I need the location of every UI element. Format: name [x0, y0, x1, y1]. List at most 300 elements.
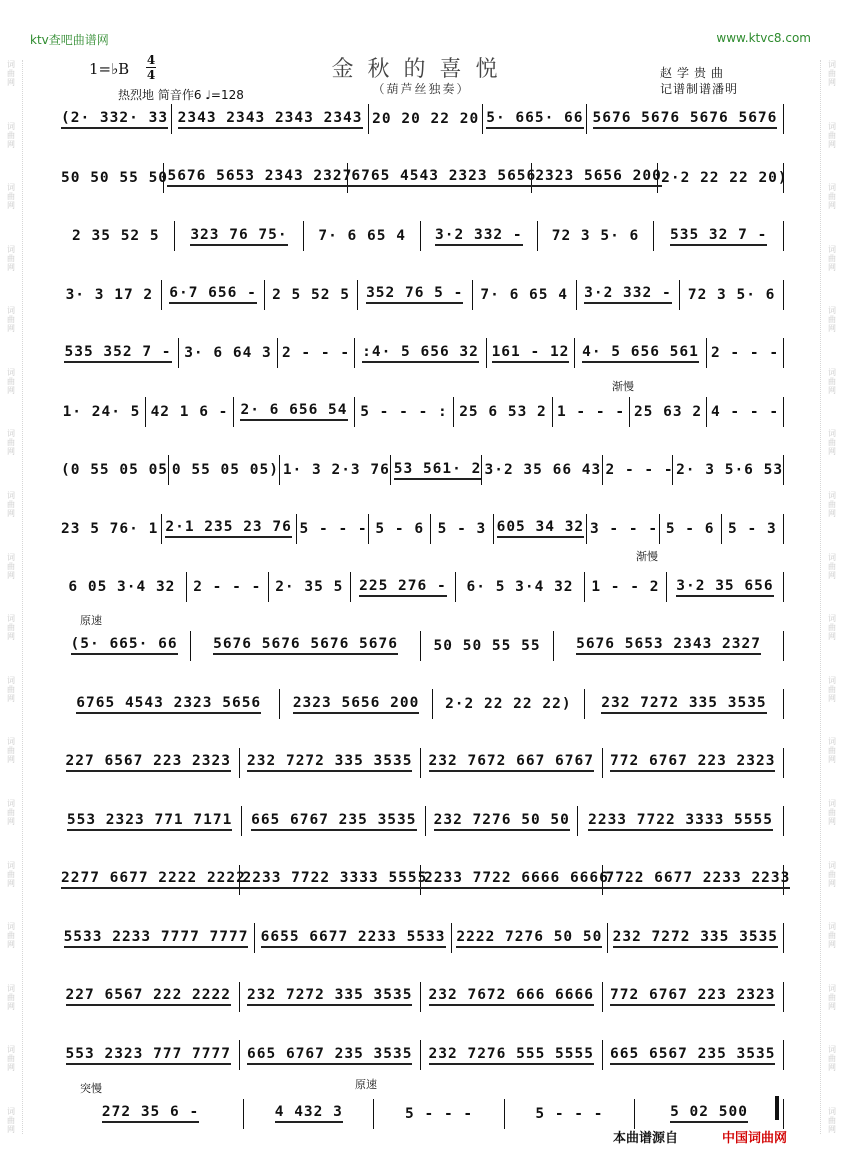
watermark-char: 曲: [7, 253, 15, 263]
watermark-char: 词: [828, 183, 836, 193]
watermark-char: 曲: [828, 315, 836, 325]
measure: [532, 163, 662, 193]
measure-notes: 72 3 5· 6: [687, 286, 776, 303]
score-line: [58, 514, 784, 545]
watermark-group: [7, 614, 15, 641]
measure-notes: 5 - - -: [405, 1105, 474, 1122]
measure: [58, 631, 191, 661]
measure: [58, 280, 162, 310]
measure-notes: 23 5 76· 1: [61, 520, 159, 537]
watermark-char: 网: [7, 693, 15, 703]
watermark-char: 词: [7, 675, 15, 685]
measure: [654, 221, 784, 251]
watermark-char: 网: [828, 324, 836, 334]
watermark-group: [7, 737, 15, 764]
measure-notes: 2·2 22 22 22): [445, 696, 572, 712]
watermark-char: 词: [7, 798, 15, 808]
measure: [240, 982, 422, 1012]
measure-notes: 232 7272 335 3535: [247, 753, 412, 772]
measure-notes: 3·2 332 -: [584, 285, 672, 304]
measure-notes: 1 - - -: [556, 403, 626, 420]
measure-notes: 5 - 3: [728, 520, 777, 537]
measure: [680, 280, 784, 310]
measure-notes: 2 - - -: [193, 579, 262, 595]
watermark-char: 网: [828, 940, 836, 950]
measure: [487, 338, 575, 368]
measure-notes: 25 63 2: [633, 403, 703, 420]
measure-notes: 227 6567 223 2323: [66, 753, 231, 772]
watermark-char: 曲: [828, 1054, 836, 1064]
measure-notes: 665 6567 235 3535: [610, 1046, 775, 1065]
measure: [191, 631, 421, 661]
measure-notes: 5 - - -: [535, 1105, 604, 1122]
watermark-char: 曲: [7, 931, 15, 941]
watermark-char: 曲: [7, 807, 15, 817]
watermark-char: 曲: [828, 561, 836, 571]
watermark-char: 网: [828, 262, 836, 272]
watermark-char: 词: [7, 614, 15, 624]
measure: [58, 1099, 244, 1129]
watermark-char: 曲: [828, 992, 836, 1002]
measure-notes: 2 - - -: [281, 345, 351, 361]
measure: [578, 806, 784, 836]
watermark-char: 词: [7, 367, 15, 377]
measure-notes: 1· 24· 5: [62, 403, 141, 420]
measure: [421, 1040, 603, 1070]
score-line: [58, 163, 788, 194]
measure-notes: 772 6767 223 2323: [610, 987, 775, 1006]
measure-notes: :4· 5 656 32: [362, 344, 479, 363]
watermark-char: 网: [828, 632, 836, 642]
measure: [244, 1099, 374, 1129]
measure: [452, 923, 608, 953]
measure-notes: 227 6567 222 2222: [66, 987, 231, 1006]
measure: [603, 1040, 785, 1070]
watermark-group: [828, 183, 836, 210]
watermark-char: 网: [828, 1001, 836, 1011]
key-signature: 1=♭B: [89, 60, 130, 78]
watermark-char: 曲: [7, 130, 15, 140]
measure-notes: 2343 2343 2343 2343: [178, 110, 363, 129]
watermark-char: 网: [828, 755, 836, 765]
measure: [603, 748, 785, 778]
watermark-group: [7, 245, 15, 272]
measure-notes: 2233 7722 3333 5555: [588, 812, 773, 831]
measure-notes: 5676 5653 2343 2327: [576, 636, 761, 655]
measure-notes: 4· 5 656 561: [582, 344, 699, 363]
score-line: [58, 748, 784, 779]
watermark-char: 曲: [7, 1054, 15, 1064]
score-line: [58, 397, 784, 428]
measure: [630, 397, 707, 427]
watermark-group: [828, 553, 836, 580]
measure-notes: 232 7276 555 5555: [429, 1046, 594, 1065]
measure: [58, 923, 255, 953]
measure-notes: 2·1 235 23 76: [165, 519, 292, 538]
measure-notes: 53 561· 2: [394, 461, 482, 480]
watermark-group: [7, 306, 15, 333]
watermark-char: 网: [828, 509, 836, 519]
measure-notes: 232 7672 667 6767: [429, 753, 594, 772]
measure: [58, 455, 169, 485]
watermark-char: 网: [7, 755, 15, 765]
watermark-group: [7, 429, 15, 456]
watermark-char: 曲: [828, 684, 836, 694]
measure: [297, 514, 370, 544]
watermark-group: [828, 245, 836, 272]
watermark-char: 曲: [828, 130, 836, 140]
watermark-char: 曲: [7, 561, 15, 571]
watermark-char: 词: [828, 491, 836, 501]
measure: [369, 514, 431, 544]
measure: [707, 338, 784, 368]
watermark-group: [828, 861, 836, 888]
watermark-char: 曲: [7, 376, 15, 386]
tempo-marking: 热烈地 简音作6 ♩=128: [118, 88, 244, 102]
site-name-left: ktv查吧曲谱网: [30, 33, 109, 47]
tempo-mark-slow: 渐慢: [636, 550, 658, 563]
watermark-char: 词: [7, 1045, 15, 1055]
watermark-group: [828, 1045, 836, 1072]
watermark-group: [828, 429, 836, 456]
measure: [240, 865, 428, 895]
watermark-char: 词: [828, 367, 836, 377]
measure-notes: 4 - - -: [710, 403, 780, 420]
measure: [240, 748, 422, 778]
watermark-char: 词: [7, 183, 15, 193]
watermark-char: 曲: [828, 253, 836, 263]
score-line: [58, 982, 784, 1013]
measure-notes: 225 276 -: [359, 578, 447, 597]
measure: [58, 163, 169, 193]
measure-notes: 2233 7722 3333 5555: [243, 870, 428, 889]
measure: [456, 572, 585, 602]
measure-notes: 272 35 6 -: [102, 1104, 199, 1123]
measure-notes: 1· 3 2·3 76: [282, 462, 390, 478]
measure-notes: 50 50 55 50: [61, 169, 169, 186]
measure-notes: 72 3 5· 6: [551, 228, 640, 244]
watermark-char: 网: [7, 816, 15, 826]
measure: [58, 514, 162, 544]
measure: [603, 865, 791, 895]
measure: [58, 806, 242, 836]
watermark-char: 曲: [828, 69, 836, 78]
measure: [707, 397, 784, 427]
measure: [234, 397, 355, 427]
watermark-char: 曲: [828, 746, 836, 756]
measure: [265, 280, 357, 310]
measure-notes: 232 7272 335 3535: [613, 929, 778, 948]
measure-notes: 3 - - -: [589, 520, 659, 537]
score-subtitle: （葫芦丝独奏）: [372, 82, 471, 96]
watermark-char: 词: [828, 552, 836, 562]
measure: [58, 338, 179, 368]
measure-notes: (0 55 05 05: [61, 462, 169, 478]
watermark-char: 词: [7, 244, 15, 254]
watermark-char: 词: [7, 1106, 15, 1116]
measure: [635, 1099, 784, 1129]
tempo-mark-sudden-slow: 突慢: [80, 1082, 102, 1095]
measure: [58, 397, 146, 427]
watermark-char: 曲: [7, 69, 15, 78]
watermark-char: 词: [7, 737, 15, 747]
watermark-char: 网: [7, 1063, 15, 1073]
watermark-char: 网: [7, 570, 15, 580]
watermark-char: 曲: [7, 438, 15, 448]
measure-notes: 6765 4543 2323 5656: [351, 168, 536, 187]
watermark-char: 词: [7, 552, 15, 562]
watermark-char: 曲: [828, 192, 836, 202]
measure: [585, 572, 667, 602]
watermark-char: 网: [7, 878, 15, 888]
measure: [494, 514, 587, 544]
watermark-char: 曲: [7, 623, 15, 633]
watermark-char: 词: [828, 614, 836, 624]
watermark-char: 词: [828, 737, 836, 747]
watermark-char: 网: [7, 940, 15, 950]
measure-notes: 6765 4543 2323 5656: [76, 695, 261, 714]
measure: [505, 1099, 635, 1129]
watermark-char: 网: [7, 262, 15, 272]
measure-notes: 2 - - -: [605, 462, 674, 478]
watermark-char: 网: [828, 1063, 836, 1073]
watermark-group: [828, 1107, 836, 1134]
measure-notes: 25 6 53 2: [459, 403, 547, 420]
measure: [553, 397, 630, 427]
measure-notes: 5676 5676 5676 5676: [593, 110, 778, 129]
watermark-char: 曲: [828, 869, 836, 879]
measure: [667, 572, 784, 602]
measure-notes: 2 35 52 5: [72, 228, 160, 244]
measure-notes: 2· 35 5: [275, 579, 344, 595]
score-line: [58, 631, 784, 662]
watermark-char: 网: [828, 878, 836, 888]
notator-credit: 记谱制谱潘明: [660, 82, 739, 96]
measure: [603, 982, 785, 1012]
watermark-char: 曲: [828, 500, 836, 510]
watermark-char: 网: [7, 632, 15, 642]
measure: [433, 689, 585, 719]
measure: [58, 865, 246, 895]
measure-notes: 5 - - -: [299, 520, 368, 537]
watermark-left: [4, 60, 23, 1134]
measure-notes: 232 7276 50 50: [434, 812, 570, 831]
watermark-char: 网: [7, 1124, 15, 1134]
meter-top: 4: [146, 53, 156, 67]
measure: [348, 163, 537, 193]
watermark-group: [7, 861, 15, 888]
measure-notes: 3·2 332 -: [435, 227, 523, 246]
score-line: [58, 1040, 784, 1071]
measure-notes: 6·7 656 -: [169, 285, 257, 304]
watermark-char: 网: [828, 693, 836, 703]
meter-bottom: 4: [146, 68, 156, 82]
site-url-right: www.ktvc8.com: [716, 31, 811, 45]
measure: [162, 280, 266, 310]
measure-notes: 5676 5653 2343 2327: [167, 168, 352, 187]
measure: [240, 1040, 422, 1070]
measure-notes: 2 5 52 5: [272, 286, 350, 303]
tempo-mark-slow: 渐慢: [612, 380, 634, 393]
watermark-group: [7, 491, 15, 518]
watermark-char: 网: [828, 78, 836, 87]
measure-notes: 6655 6677 2233 5533: [261, 929, 446, 948]
measure-notes: 2323 5656 200: [293, 695, 420, 714]
watermark-char: 词: [828, 429, 836, 439]
score-line: [58, 455, 784, 486]
measure: [658, 163, 788, 193]
measure-notes: 42 1 6 -: [150, 403, 229, 420]
measure-notes: (2· 332· 33: [61, 110, 168, 129]
watermark-char: 网: [7, 201, 15, 211]
measure-notes: 2233 7722 6666 6666: [424, 870, 609, 889]
measure: [587, 104, 784, 134]
measure-notes: 5 - 3: [437, 520, 487, 537]
measure-notes: 3· 3 17 2: [65, 286, 154, 303]
measure: [172, 104, 369, 134]
measure-notes: 232 7272 335 3535: [247, 987, 412, 1006]
measure-notes: 5 02 500: [670, 1104, 748, 1123]
measure: [58, 689, 280, 719]
measure: [722, 514, 784, 544]
watermark-group: [828, 368, 836, 395]
measure-notes: 5 - 6: [375, 520, 425, 537]
measure: [554, 631, 784, 661]
watermark-char: 曲: [828, 807, 836, 817]
measure: [164, 163, 353, 193]
watermark-char: 网: [828, 570, 836, 580]
watermark-char: 网: [828, 1124, 836, 1134]
watermark-char: 词: [828, 922, 836, 932]
watermark-char: 网: [7, 509, 15, 519]
final-barline: [775, 1096, 779, 1120]
watermark-group: [7, 553, 15, 580]
watermark-char: 曲: [7, 192, 15, 202]
measure: [587, 514, 660, 544]
measure: [608, 923, 784, 953]
measure-notes: 3· 6 64 3: [184, 345, 272, 361]
measure: [146, 397, 234, 427]
watermark-char: 词: [7, 860, 15, 870]
measure: [483, 104, 587, 134]
watermark-char: 曲: [7, 746, 15, 756]
watermark-group: [7, 1107, 15, 1134]
measure-notes: 7· 6 65 4: [318, 228, 406, 244]
measure-notes: 665 6767 235 3535: [247, 1046, 412, 1065]
measure-notes: 5· 665· 66: [486, 110, 583, 129]
score-line: [58, 689, 784, 720]
measure-notes: 6 05 3·4 32: [68, 579, 176, 595]
watermark-char: 词: [828, 306, 836, 316]
measure-notes: 6· 5 3·4 32: [466, 579, 574, 595]
measure-notes: 3·2 35 656: [676, 578, 773, 597]
measure-notes: 4 432 3: [275, 1104, 343, 1123]
measure-notes: 553 2323 771 7171: [67, 812, 232, 831]
measure: [454, 397, 553, 427]
measure: [482, 455, 603, 485]
measure: [179, 338, 278, 368]
measure: [473, 280, 577, 310]
watermark-group: [7, 984, 15, 1011]
measure-notes: 2· 6 656 54: [240, 402, 347, 421]
watermark-char: 曲: [7, 1115, 15, 1125]
score-line: [58, 923, 784, 954]
measure-notes: 5676 5676 5676 5676: [213, 636, 398, 655]
measure-notes: 5533 2233 7777 7777: [64, 929, 249, 948]
measure: [58, 748, 240, 778]
measure: [242, 806, 426, 836]
watermark-char: 词: [828, 798, 836, 808]
watermark-char: 网: [828, 201, 836, 211]
watermark-char: 曲: [7, 500, 15, 510]
measure: [355, 397, 454, 427]
watermark-right: [820, 60, 839, 1134]
watermark-char: 词: [7, 121, 15, 131]
measure-notes: 2222 7276 50 50: [456, 929, 602, 948]
watermark-char: 网: [828, 447, 836, 457]
measure: [175, 221, 305, 251]
watermark-char: 曲: [828, 438, 836, 448]
measure-notes: 2 - - -: [710, 345, 780, 361]
measure: [358, 280, 473, 310]
measure-notes: 20 20 22 20: [372, 111, 480, 127]
measure-notes: 553 2323 777 7777: [66, 1046, 231, 1065]
measure-notes: 7· 6 65 4: [480, 286, 568, 303]
measure: [280, 455, 391, 485]
watermark-group: [828, 614, 836, 641]
measure: [169, 455, 280, 485]
measure: [269, 572, 351, 602]
watermark-group: [828, 984, 836, 1011]
watermark-char: 网: [7, 385, 15, 395]
watermark-char: 网: [7, 139, 15, 149]
measure-notes: 1 - - 2: [591, 579, 660, 595]
measure: [351, 572, 456, 602]
watermark-char: 曲: [828, 1115, 836, 1125]
watermark-char: 词: [828, 1045, 836, 1055]
watermark-group: [828, 306, 836, 333]
measure-notes: 323 76 75·: [190, 227, 287, 246]
watermark-char: 网: [7, 324, 15, 334]
watermark-group: [828, 491, 836, 518]
measure-notes: 7722 6677 2233 2233: [606, 870, 791, 889]
composer-credit: 赵学贵曲: [660, 66, 729, 80]
measure: [58, 221, 175, 251]
score-line: [58, 338, 784, 369]
watermark-group: [7, 676, 15, 703]
score-line: [58, 221, 784, 252]
measure: [585, 689, 784, 719]
measure: [577, 280, 681, 310]
watermark-group: [828, 676, 836, 703]
watermark-char: 词: [828, 860, 836, 870]
measure-notes: 161 - 12: [492, 344, 570, 363]
watermark-char: 词: [828, 1106, 836, 1116]
measure-notes: (5· 665· 66: [71, 636, 178, 655]
watermark-char: 网: [828, 816, 836, 826]
measure-notes: 50 50 55 55: [433, 637, 541, 654]
score-line: [58, 104, 784, 135]
watermark-char: 曲: [828, 931, 836, 941]
measure-notes: 2277 6677 2222 2222: [61, 870, 246, 889]
watermark-group: [7, 1045, 15, 1072]
score-line: [58, 280, 784, 311]
watermark-group: [828, 737, 836, 764]
measure: [58, 572, 187, 602]
watermark-char: 曲: [7, 684, 15, 694]
measure-notes: 5 - 6: [665, 520, 715, 537]
watermark-char: 曲: [828, 376, 836, 386]
